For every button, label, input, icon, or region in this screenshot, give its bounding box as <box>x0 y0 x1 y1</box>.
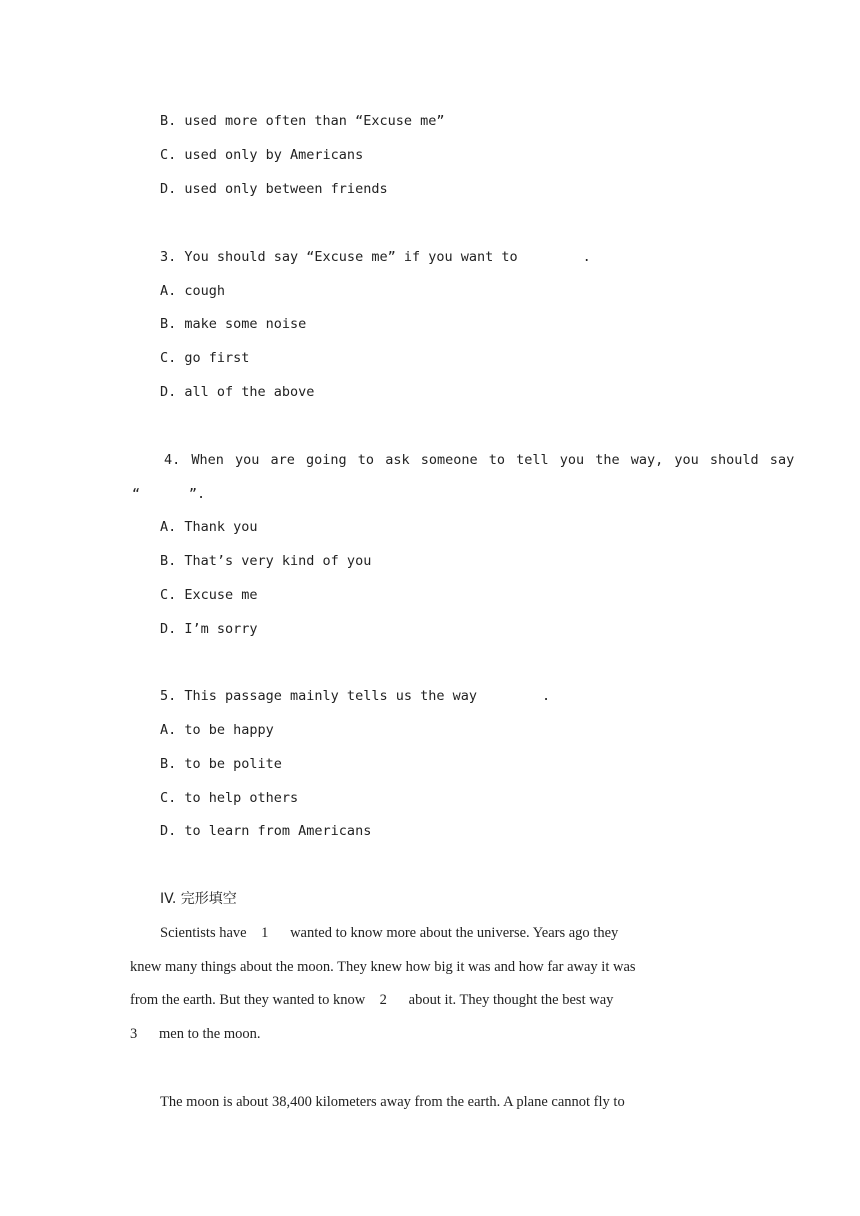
question2-option-c: C. used only by Americans <box>160 147 364 163</box>
question3-option-b: B. make some noise <box>160 316 307 332</box>
question4-option-d: D. I’m sorry <box>160 621 258 637</box>
question3-option-a: A. cough <box>160 283 226 299</box>
question5-option-a: A. to be happy <box>160 722 274 738</box>
question2-option-b: B. used more often than “Excuse me” <box>160 113 445 129</box>
question4-option-b: B. That’s very kind of you <box>160 553 372 569</box>
question5-option-c: C. to help others <box>160 790 299 806</box>
question5-stem: 5. This passage mainly tells us the way . <box>160 688 551 704</box>
section-heading: IV. 完形填空 <box>160 891 237 907</box>
question4-stem-line2: “ ”. <box>132 486 206 502</box>
passage-line-1: Scientists have 1 wanted to know more about the universe. Years ago they <box>160 925 619 941</box>
question4-option-c: C. Excuse me <box>160 587 258 603</box>
question5-option-b: B. to be polite <box>160 756 282 772</box>
passage-line-3: from the earth. But they wanted to know 2 about it. They thought the best way <box>130 992 614 1008</box>
passage2-line-1: The moon is about 38,400 kilometers away from the earth. A plane cannot fly to <box>160 1094 625 1110</box>
question3-option-c: C. go first <box>160 350 250 366</box>
passage-line-2: knew many things about the moon. They knew how big it was and how far away it was <box>130 959 636 975</box>
question4-option-a: A. Thank you <box>160 519 258 535</box>
question5-option-d: D. to learn from Americans <box>160 823 372 839</box>
question3-option-d: D. all of the above <box>160 384 315 400</box>
question4-stem-line1: 4. When you are going to ask someone to tell you the way, you should say <box>164 452 795 468</box>
passage-line-4: 3 men to the moon. <box>130 1026 261 1042</box>
question3-stem: 3. You should say “Excuse me” if you want to . <box>160 249 591 265</box>
question2-option-d: D. used only between friends <box>160 181 388 197</box>
